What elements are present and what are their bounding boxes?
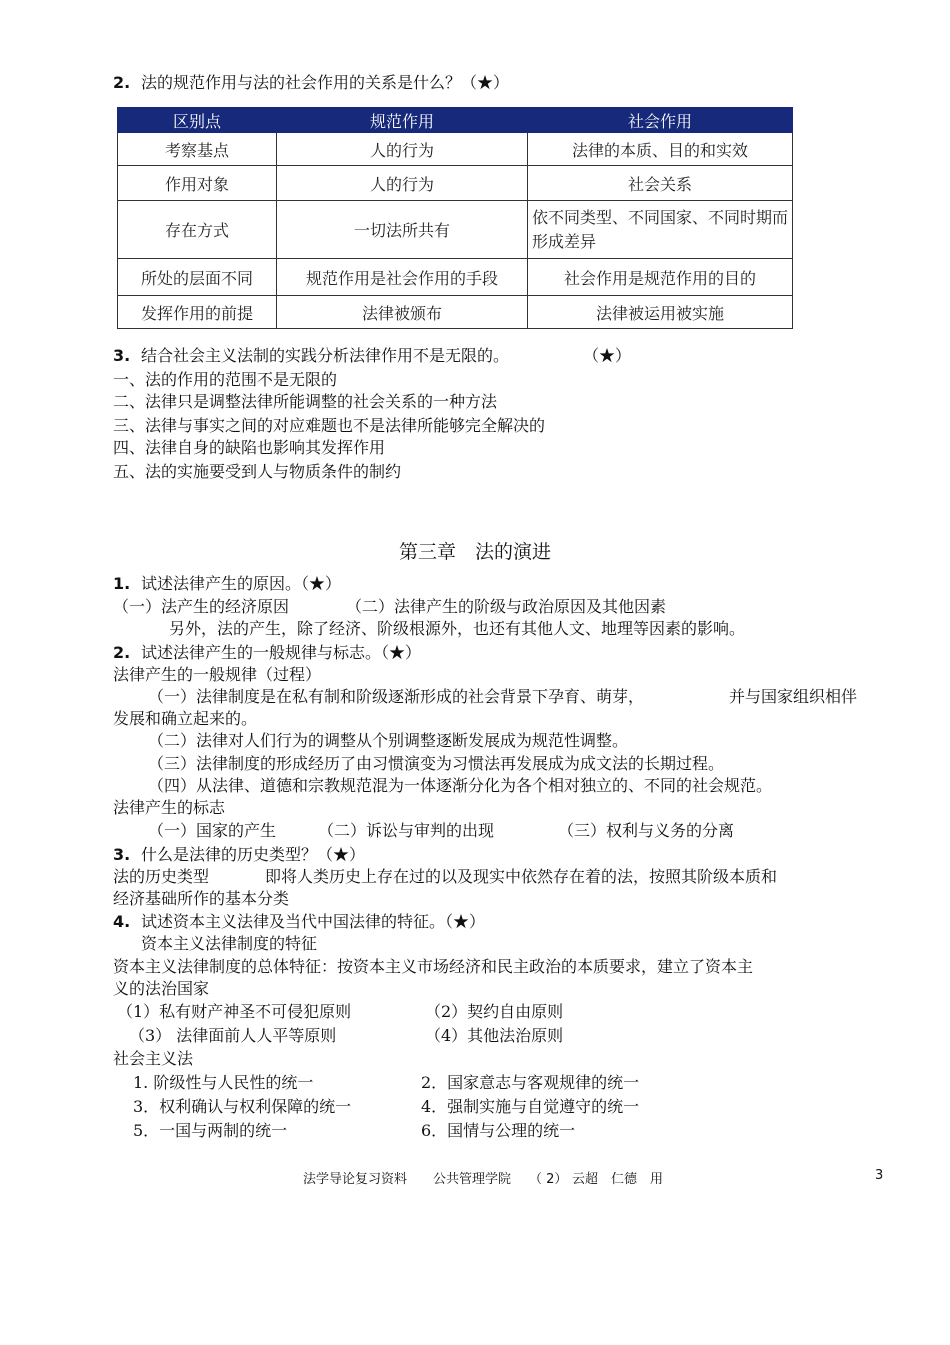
c3q1-answer: （一）法产生的经济原因 [113, 597, 290, 616]
table-row [118, 201, 793, 259]
c3q4-number: 4. [113, 912, 131, 931]
c3q4-cap-head: 资本主义法律制度的特征 [141, 934, 318, 953]
c3q4-principle: （3） 法律面前人人平等原则 [129, 1026, 337, 1045]
table-cell: 作用对象 [118, 166, 277, 201]
table-row [118, 296, 793, 329]
q3-number: 3. [113, 346, 131, 365]
table-cell: 社会作用是规范作用的目的 [528, 259, 793, 296]
c3q4-principle: （2）契约自由原则 [425, 1002, 564, 1021]
q3-point: 二、法律只是调整法律所能调整的社会关系的一种方法 [113, 392, 498, 411]
c3q4-soc-item: 2．国家意志与客观规律的统一 [421, 1073, 640, 1092]
c3q4-soc-item: 5．一国与两制的统一 [133, 1121, 288, 1140]
table-cell: 法律的本质、目的和实效 [528, 133, 793, 166]
table-cell: 一切法所共有 [277, 201, 528, 259]
c3q4-soc-item: 6．国情与公理的统一 [421, 1121, 576, 1140]
table-row [118, 133, 793, 166]
c3q2-law-item: （二）法律对人们行为的调整从个别调整逐断发展成为规范性调整。 [148, 731, 629, 750]
c3q4-soc-item: 1. 阶级性与人民性的统一 [133, 1073, 314, 1092]
c3q4-cap-overall: 义的法治国家 [113, 979, 210, 998]
q3-star: （★） [583, 346, 632, 365]
c3q1-answer: 另外，法的产生，除了经济、阶级根源外，也还有其他人文、地理等因素的影响。 [169, 619, 746, 638]
c3q2-law-item: （一）法律制度是在私有制和阶级逐渐形成的社会背景下孕育、萌芽， [148, 687, 645, 706]
table-header-row [118, 108, 793, 133]
footer-school: 公共管理学院 [433, 1172, 512, 1187]
comparison-table [117, 107, 793, 329]
table-cell: 发挥作用的前提 [118, 296, 277, 329]
table-cell: 法律被颁布 [277, 296, 528, 329]
page-number: 3 [875, 1168, 884, 1183]
q3-text: 结合社会主义法制的实践分析法律作用不是无限的。 [141, 346, 510, 365]
c3q2-mark-head: 法律产生的标志 [113, 798, 226, 817]
q2-number: 2. [113, 73, 131, 92]
c3q2-law-item: 发展和确立起来的。 [113, 709, 258, 728]
c3q1-number: 1. [113, 574, 131, 593]
footer-title: 法学导论复习资料 [303, 1172, 408, 1187]
q2-text: 法的规范作用与法的社会作用的关系是什么？（★） [141, 73, 510, 92]
chapter-title: 第三章 法的演进 [398, 541, 551, 563]
c3q4-text: 试述资本主义法律及当代中国法律的特征。（★） [141, 912, 486, 931]
c3q4-soc-item: 3．权利确认与权利保障的统一 [133, 1097, 352, 1116]
c3q3-number: 3. [113, 845, 131, 864]
c3q4-principle: （4）其他法治原则 [425, 1026, 564, 1045]
footer-class: （ 2） [529, 1172, 568, 1187]
table-header: 社会作用 [528, 108, 793, 133]
table-cell: 考察基点 [118, 133, 277, 166]
c3q2-law-item: （四）从法律、道德和宗教规范混为一体逐渐分化为各个相对独立的、不同的社会规范。 [148, 776, 773, 795]
q3-point: 五、法的实施要受到人与物质条件的制约 [113, 462, 402, 481]
table-cell: 依不同类型、不同国家、不同时期而形成差异 [528, 201, 793, 259]
q3-point: 三、法律与事实之间的对应难题也不是法律所能够完全解决的 [113, 416, 546, 435]
c3q1-answer: （二）法律产生的阶级与政治原因及其他因素 [346, 597, 667, 616]
c3q2-law-head: 法律产生的一般规律（过程） [113, 665, 322, 684]
table-header: 区别点 [118, 108, 277, 133]
table-header: 规范作用 [277, 108, 528, 133]
c3q3-answer: 即将人类历史上存在过的以及现实中依然存在着的法，按照其阶级本质和 [265, 867, 778, 886]
table-row [118, 166, 793, 201]
c3q3-answer: 经济基础所作的基本分类 [113, 889, 290, 908]
footer-names: 云超 仁德 用 [572, 1172, 664, 1187]
table-cell: 存在方式 [118, 201, 277, 259]
table-cell: 人的行为 [277, 166, 528, 201]
c3q2-mark-item: （二）诉讼与审判的出现 [318, 821, 495, 840]
c3q3-answer-label: 法的历史类型 [113, 867, 210, 886]
c3q2-mark-item: （一）国家的产生 [148, 821, 277, 840]
c3q2-law-item: （三）法律制度的形成经历了由习惯演变为习惯法再发展成为成文法的长期过程。 [148, 754, 725, 773]
c3q4-principle: （1）私有财产神圣不可侵犯原则 [117, 1002, 352, 1021]
table-cell: 法律被运用被实施 [528, 296, 793, 329]
table-cell: 社会关系 [528, 166, 793, 201]
q3-point: 四、法律自身的缺陷也影响其发挥作用 [113, 438, 386, 457]
c3q2-law-item: 并与国家组织相伴 [729, 687, 858, 706]
c3q4-cap-overall: 资本主义法律制度的总体特征：按资本主义市场经济和民主政治的本质要求，建立了资本主 [113, 957, 754, 976]
c3q4-soc-item: 4．强制实施与自觉遵守的统一 [421, 1097, 640, 1116]
c3q2-number: 2. [113, 643, 131, 662]
c3q3-text: 什么是法律的历史类型？（★） [141, 845, 366, 864]
q3-point: 一、法的作用的范围不是无限的 [113, 370, 338, 389]
table-cell: 所处的层面不同 [118, 259, 277, 296]
c3q2-mark-item: （三）权利与义务的分离 [558, 821, 735, 840]
c3q4-soc-head: 社会主义法 [113, 1049, 194, 1068]
c3q2-text: 试述法律产生的一般规律与标志。（★） [141, 643, 422, 662]
table-cell: 规范作用是社会作用的手段 [277, 259, 528, 296]
table-cell: 人的行为 [277, 133, 528, 166]
table-row [118, 259, 793, 296]
c3q1-text: 试述法律产生的原因。（★） [141, 574, 342, 593]
